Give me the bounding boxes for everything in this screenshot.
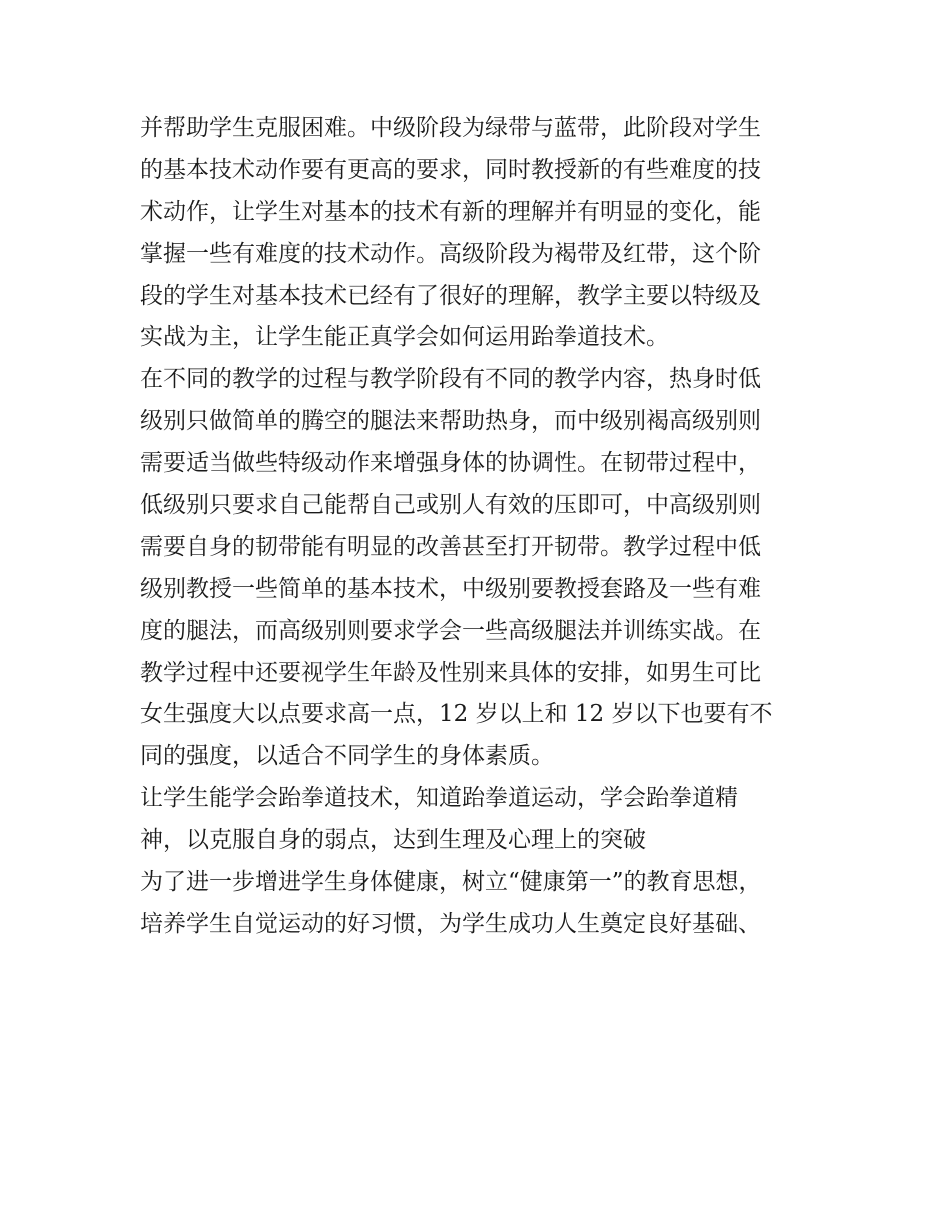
text-line: 让学生能学会跆拳道技术，知道跆拳道运动，学会跆拳道精 bbox=[140, 785, 738, 812]
text-line: 实战为主，让学生能正真学会如何运用跆拳道技术。 bbox=[140, 324, 669, 351]
text-line: 度的腿法，而高级别则要求学会一些高级腿法并训练实战。在 bbox=[140, 617, 761, 644]
text-line: 在不同的教学的过程与教学阶段有不同的教学内容，热身时低 bbox=[140, 366, 761, 393]
text-line: 女生强度大以点要求高一点，12 岁以上和 12 岁以下也要有不 bbox=[140, 701, 773, 728]
text-line: 级别教授一些简单的基本技术，中级别要教授套路及一些有难 bbox=[140, 575, 761, 602]
text-line: 需要自身的韧带能有明显的改善甚至打开韧带。教学过程中低 bbox=[140, 533, 761, 560]
text-line: 同的强度，以适合不同学生的身体素质。 bbox=[140, 743, 554, 770]
text-line: 掌握一些有难度的技术动作。高级阶段为褐带及红带，这个阶 bbox=[140, 240, 761, 267]
text-line: 需要适当做些特级动作来增强身体的协调性。在韧带过程中， bbox=[140, 450, 761, 477]
text-line: 并帮助学生克服困难。中级阶段为绿带与蓝带，此阶段对学生 bbox=[140, 115, 761, 141]
text-line: 培养学生自觉运动的好习惯，为学生成功人生奠定良好基础、 bbox=[140, 910, 761, 937]
text-line: 段的学生对基本技术已经有了很好的理解，教学主要以特级及 bbox=[140, 282, 761, 309]
text-line: 低级别只要求自己能帮自己或别人有效的压即可，中高级别则 bbox=[140, 492, 761, 519]
text-line: 为了进一步增进学生身体健康，树立“健康第一”的教育思想， bbox=[140, 869, 762, 896]
text-line: 的基本技术动作要有更高的要求，同时教授新的有些难度的技 bbox=[140, 156, 761, 183]
text-line: 术动作，让学生对基本的技术有新的理解并有明显的变化，能 bbox=[140, 198, 761, 225]
body-text bbox=[140, 108, 820, 946]
text-line: 神，以克服自身的弱点，达到生理及心理上的突破 bbox=[140, 827, 646, 854]
text-line: 教学过程中还要视学生年龄及性别来具体的安排，如男生可比 bbox=[140, 659, 761, 686]
text-line: 级别只做简单的腾空的腿法来帮助热身，而中级别褐高级别则 bbox=[140, 408, 761, 435]
